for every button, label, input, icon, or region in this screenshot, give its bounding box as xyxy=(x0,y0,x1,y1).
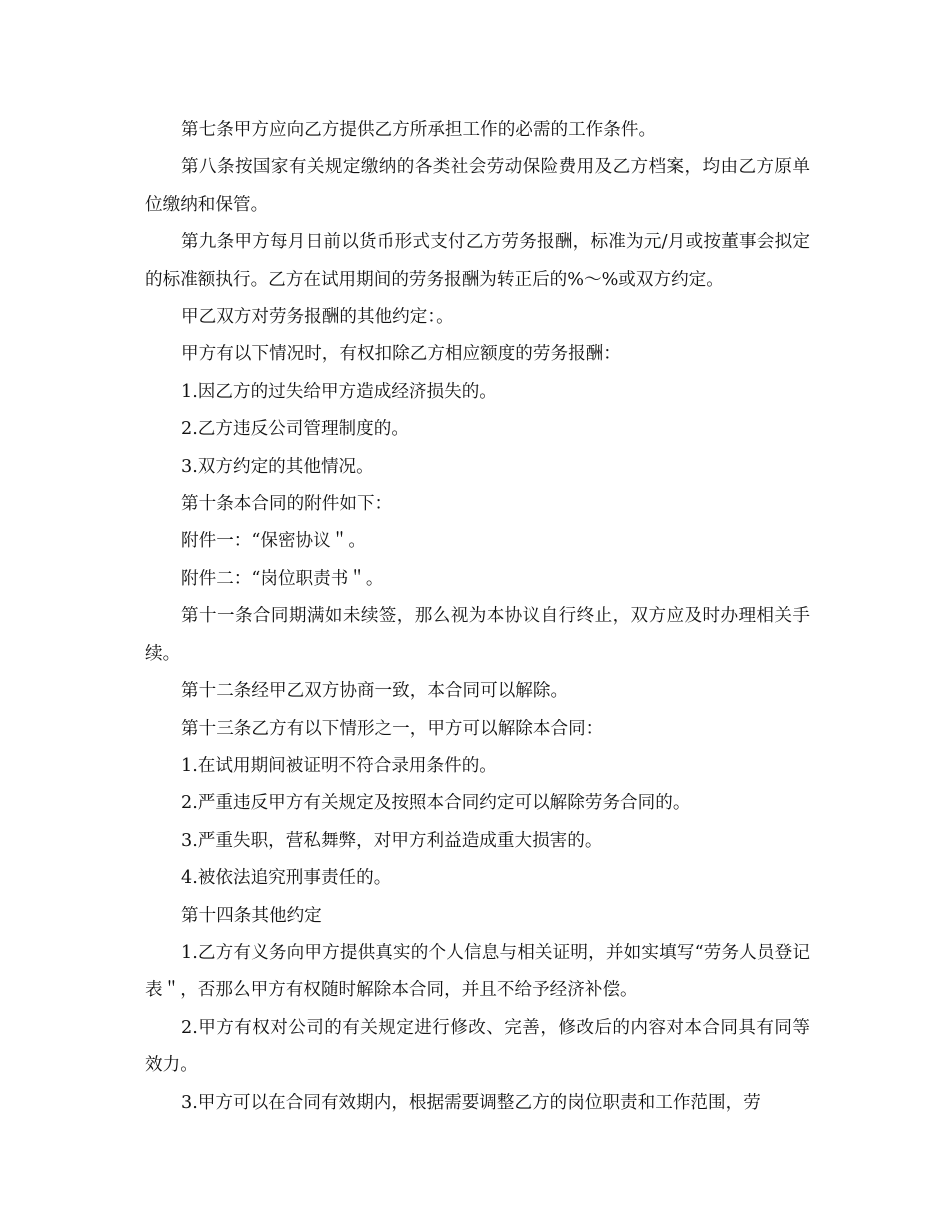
deduction-item-3: 3.双方约定的其他情况。 xyxy=(181,456,374,477)
other-agreement-item-3: 3.甲方可以在合同有效期内，根据需要调整乙方的岗位职责和工作范围，劳 xyxy=(181,1092,761,1113)
other-payment-agreement: 甲乙双方对劳务报酬的其他约定：。 xyxy=(181,307,454,328)
article-10: 第十条本合同的附件如下： xyxy=(181,494,393,515)
termination-item-3: 3.严重失职，营私舞弊，对甲方利益造成重大损害的。 xyxy=(181,830,603,851)
termination-item-4: 4.被依法追究刑事责任的。 xyxy=(181,868,392,889)
termination-item-2: 2.严重违反甲方有关规定及按照本合同约定可以解除劳务合同的。 xyxy=(181,793,691,814)
article-8: 第八条按国家有关规定缴纳的各类社会劳动保险费用及乙方档案，均由乙方原单位缴纳和保管。 xyxy=(145,157,810,215)
article-7: 第七条甲方应向乙方提供乙方所承担工作的必需的工作条件。 xyxy=(181,120,657,140)
deduction-item-1: 1.因乙方的过失给甲方造成经济损失的。 xyxy=(181,381,497,402)
attachment-1: 附件一：“保密协议＂。 xyxy=(181,531,366,552)
article-12: 第十二条经甲乙双方协商一致，本合同可以解除。 xyxy=(181,681,569,702)
other-agreement-item-1: 1.乙方有义务向甲方提供真实的个人信息与相关证明，并如实填写“劳务人员登记表＂，否那么甲方有权随时解除本合同，并且不给予经济补偿。 xyxy=(145,942,810,1001)
article-14: 第十四条其他约定 xyxy=(181,905,322,926)
deduction-item-2: 2.乙方违反公司管理制度的。 xyxy=(181,419,409,440)
article-13: 第十三条乙方有以下情形之一，甲方可以解除本合同： xyxy=(181,718,604,739)
article-9: 第九条甲方每月日前以货币形式支付乙方劳务报酬，标准为元/月或按董事会拟定的标准额执行。乙方在试用期间的劳务报酬为转正后的%～%或双方约定。 xyxy=(145,232,810,290)
deduction-intro: 甲方有以下情况时，有权扣除乙方相应额度的劳务报酬： xyxy=(181,344,621,365)
other-agreement-item-2: 2.甲方有权对公司的有关规定进行修改、完善，修改后的内容对本合同具有同等效力。 xyxy=(145,1017,810,1076)
termination-item-1: 1.在试用期间被证明不符合录用条件的。 xyxy=(181,755,497,776)
document-page xyxy=(145,112,810,1122)
article-11: 第十一条合同期满如未续签，那么视为本协议自行终止，双方应及时办理相关手续。 xyxy=(145,606,810,664)
attachment-2: 附件二：“岗位职责书＂。 xyxy=(181,568,384,589)
